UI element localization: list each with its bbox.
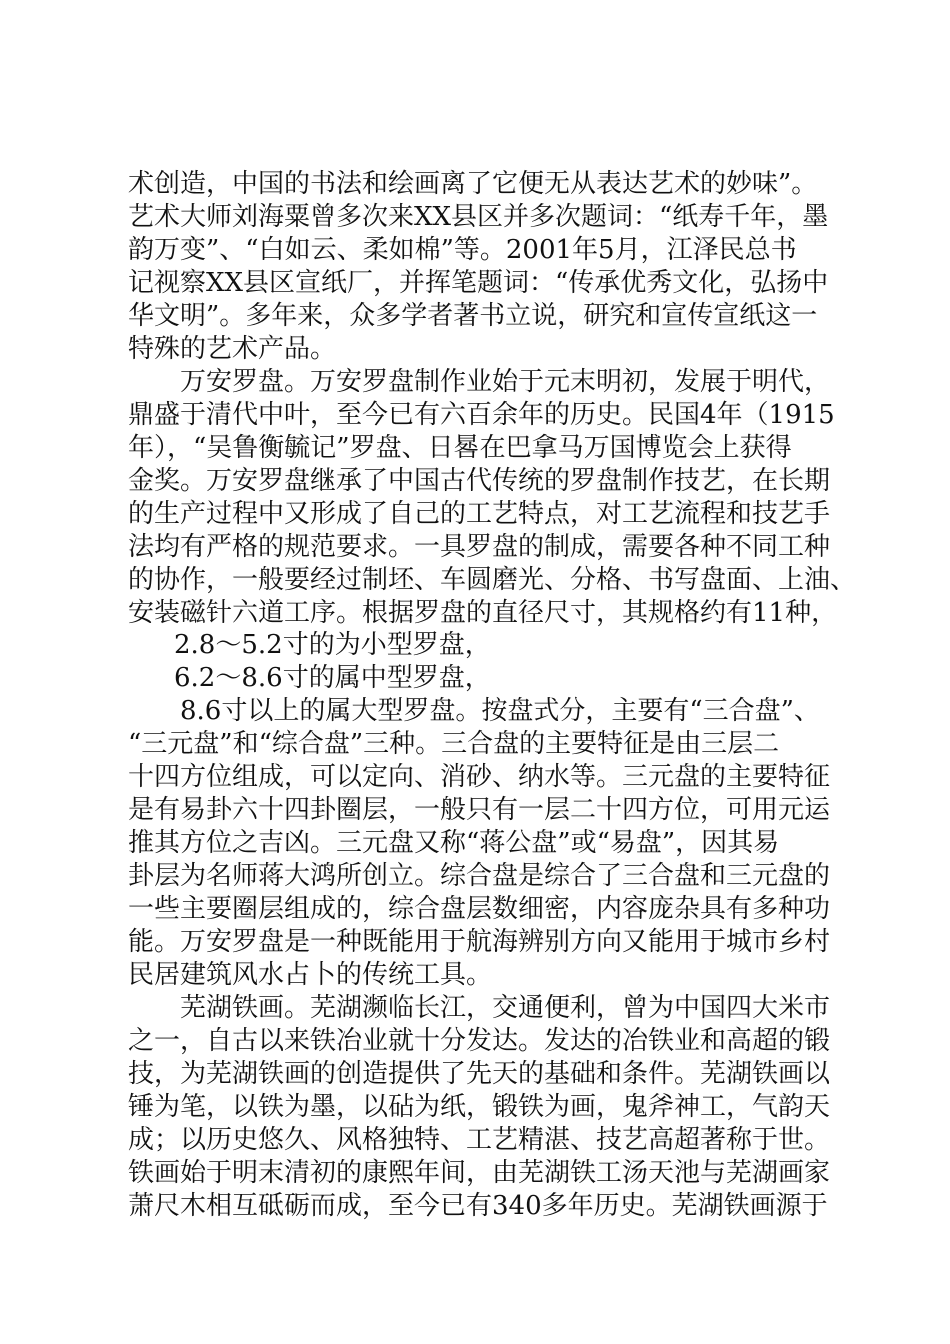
text-line: 金奖。万安罗盘继承了中国古代传统的罗盘制作技艺，在长期 bbox=[128, 466, 831, 496]
text-line: 锤为笔，以铁为墨，以砧为纸，锻铁为画，鬼斧神工，气韵天 bbox=[128, 1092, 831, 1122]
text-line: 推其方位之吉凶。三元盘又称“蒋公盘”或“易盘”，因其易 bbox=[128, 828, 780, 858]
text-line: 技，为芜湖铁画的创造提供了先天的基础和条件。芜湖铁画以 bbox=[128, 1059, 831, 1089]
text-line: 安装磁针六道工序。根据罗盘的直径尺寸，其规格约有11种， bbox=[128, 598, 838, 628]
text-line: 的协作，一般要经过制坯、车圆磨光、分格、书写盘面、上油、 bbox=[128, 565, 857, 595]
paragraph-start-line: 万安罗盘。万安罗盘制作业始于元末明初，发展于明代， bbox=[180, 367, 831, 397]
size-line: 8.6寸以上的属大型罗盘。按盘式分，主要有“三合盘”、 bbox=[180, 696, 820, 726]
text-line: 艺术大师刘海粟曾多次来XX县区并多次题词：“纸寿千年，墨 bbox=[128, 202, 829, 232]
text-line: 是有易卦六十四卦圈层，一般只有一层二十四方位，可用元运 bbox=[128, 795, 831, 825]
text-line: 铁画始于明末清初的康熙年间，由芜湖铁工汤天池与芜湖画家 bbox=[128, 1158, 831, 1188]
text-line: 鼎盛于清代中叶，至今已有六百余年的历史。民国4年（1915 bbox=[128, 400, 835, 430]
text-line: “三元盘”和“综合盘”三种。三合盘的主要特征是由三层二 bbox=[128, 729, 780, 759]
text-line: 法均有严格的规范要求。一具罗盘的制成，需要各种不同工种 bbox=[128, 532, 831, 562]
text-line: 华文明”。多年来，众多学者著书立说，研究和宣传宣纸这一 bbox=[128, 301, 818, 331]
text-line: 之一，自古以来铁冶业就十分发达。发达的冶铁业和高超的锻 bbox=[128, 1026, 831, 1056]
text-line: 成；以历史悠久、风格独特、工艺精湛、技艺高超著称于世。 bbox=[128, 1125, 831, 1155]
size-line: 6.2～8.6寸的属中型罗盘， bbox=[174, 663, 491, 693]
text-line: 一些主要圈层组成的，综合盘层数细密，内容庞杂具有多种功 bbox=[128, 894, 831, 924]
paragraph-start-line: 芜湖铁画。芜湖濒临长江，交通便利，曾为中国四大米市 bbox=[180, 993, 831, 1023]
size-line: 2.8～5.2寸的为小型罗盘， bbox=[174, 630, 491, 660]
text-line: 十四方位组成，可以定向、消砂、纳水等。三元盘的主要特征 bbox=[128, 762, 831, 792]
text-line: 能。万安罗盘是一种既能用于航海辨别方向又能用于城市乡村 bbox=[128, 927, 831, 957]
text-line: 记视察XX县区宣纸厂，并挥笔题词：“传承优秀文化，弘扬中 bbox=[128, 268, 829, 298]
text-line: 民居建筑风水占卜的传统工具。 bbox=[128, 960, 493, 990]
body-text-block-top bbox=[128, 168, 857, 630]
text-line: 特殊的艺术产品。 bbox=[128, 334, 337, 364]
text-line: 卦层为名师蒋大鸿所创立。综合盘是综合了三合盘和三元盘的 bbox=[128, 861, 831, 891]
text-line: 术创造，中国的书法和绘画离了它便无从表达艺术的妙味”。 bbox=[128, 169, 818, 199]
text-line: 韵万变”、“白如云、柔如棉”等。2001年5月，江泽民总书 bbox=[128, 235, 797, 265]
text-line: 萧尺木相互砥砺而成，至今已有340多年历史。芜湖铁画源于 bbox=[128, 1191, 828, 1221]
text-line: 的生产过程中又形成了自己的工艺特点，对工艺流程和技艺手 bbox=[128, 499, 831, 529]
body-text-block-sizes bbox=[128, 629, 840, 1223]
text-line: 年），“吴鲁衡毓记”罗盘、日晷在巴拿马万国博览会上获得 bbox=[128, 433, 792, 463]
